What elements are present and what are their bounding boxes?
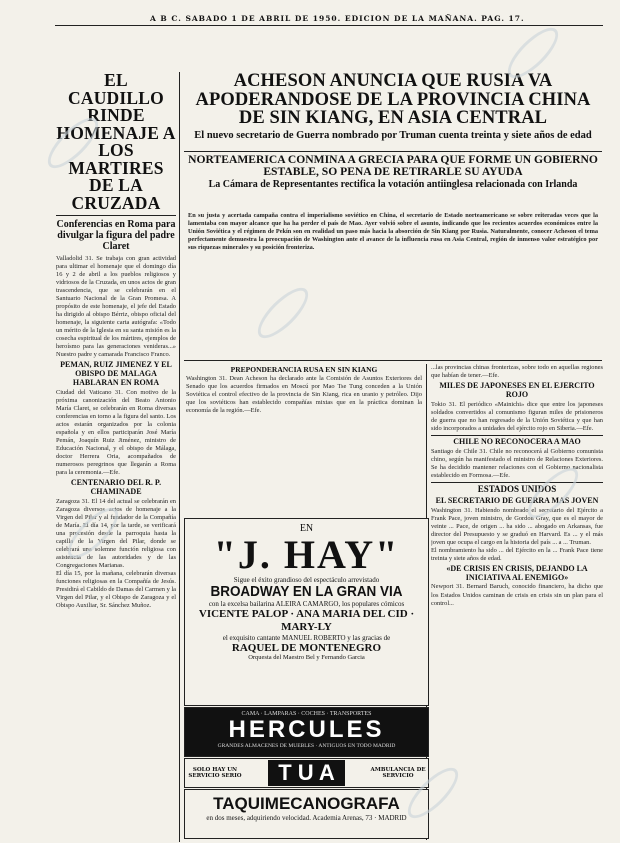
- ad-line3: el exquisito cantante MANUEL ROBERTO y las gracias de: [222, 634, 391, 642]
- crisis-body: Newport 31. Bernard Baruch, conocido financiero, ha dicho que los Estados Unidos caminan de crisis en crisis sin un plan para el control...: [431, 583, 603, 607]
- ad-show: BROADWAY EN LA GRAN VIA: [210, 584, 403, 600]
- acheson-subhead: El nuevo secretario de Guerra nombrado por Truman cuenta treinta y siete años de edad: [194, 129, 592, 141]
- secretario-body-2: El nombramiento ha sido ... del Ejército en la ... Frank Pace tiene treinta y siete años de edad.: [431, 546, 603, 562]
- left-headline: EL CAUDILLO RINDE HOMENAJE A LOS MARTIRES DE LA CRUZADA: [56, 72, 176, 213]
- chile-title: CHILE NO RECONOCERA A MAO: [431, 435, 603, 447]
- running-head: A B C. SABADO 1 DE ABRIL DE 1950. EDICION DE LA MAÑANA. PAG. 17.: [150, 14, 525, 23]
- estados-unidos-section: ESTADOS UNIDOS: [431, 482, 603, 495]
- fronterizas-body: ...las provincias chinas fronterizas, sobre todo en aquellas regiones que habían de tener.—Efe.: [431, 364, 603, 380]
- taquimecanografa-advertisement: [184, 789, 429, 839]
- ad-stars: VICENTE PALOP · ANA MARIA DEL CID · MARY-LY: [198, 608, 415, 633]
- japoneses-body: Tokio 31. El periódico «Mainichi» dice que entre los japoneses soldados convertidos al comunismo figuran miles de prisioneros de guerra que no han regresado de la Unión Soviética y que han sido incorporados a unidades del ejército rojo en Siberia.—Efe.: [431, 400, 603, 432]
- ad-line1: Sigue el éxito grandioso del espectáculo arrevistado: [233, 576, 380, 584]
- taqui-sub: en dos meses, adquiriendo velocidad. Academia Arenas, 73 · MADRID: [206, 814, 407, 822]
- crisis-title: «DE CRISIS EN CRISIS, DEJANDO LA INICIATIVA AL ENEMIGO»: [446, 563, 588, 582]
- acheson-block: [184, 72, 602, 150]
- secretario-title: EL SECRETARIO DE GUERRA MAS JOVEN: [435, 495, 599, 505]
- tua-left: SOLO HAY UN SERVICIO SERIO: [188, 767, 242, 779]
- ad-line4: Orquesta del Maestro Bel y Fernando Garcia: [248, 654, 365, 661]
- taqui-title: TAQUIMECANOGRAFA: [213, 794, 400, 813]
- grecia-headline: NORTEAMERICA CONMINA A GRECIA PARA QUE FORME UN GOBIERNO ESTABLE, SO PENA DE RETIRARLE SU AYUDA: [188, 154, 598, 178]
- left-section-pemán: PEMAN, RUIZ JIMENEZ Y EL OBISPO DE MALAGA HABLARAN EN ROMA: [60, 360, 172, 387]
- ad-line2: con la excelsa bailarina ALEIRA CAMARGO, los populares cómicos: [208, 600, 405, 608]
- ad-en: EN: [299, 523, 314, 534]
- acheson-headline: ACHESON ANUNCIA QUE RUSIA VA APODERANDOSE DE LA PROVINCIA CHINA DE SIN KIANG, EN ASIA CENTRAL: [195, 72, 591, 128]
- lead-article: [188, 212, 598, 358]
- chile-body: Santiago de Chile 31. Chile no reconocerá al Gobierno comunista chino, según ha manifestado el ministro de Relaciones Exteriores. Se ha decidido mantener relaciones con el Gobierno nacionalista establecido en Formosa.—Efe.: [431, 447, 603, 479]
- hercules-brand: HERCULES: [228, 716, 385, 743]
- lead-body: En su justa y acertada campaña contra el imperialismo soviético en China, el secretario de Estado norteamericano se sobre reiteradas veces que la lamentaba con mayor alcance que ha ha perder el país de Mao. Ayer volvió sobre el asunto, indicando que los recientes acuerdos económicos entre la Unión Soviética y el régimen de Pekín son en realidad un paso más hacia la absorción de Sin Kiang por Rusia. Naturalmente, conocer Acheson el tema perfectamente demuestra la preocupación de Washington ante el avance de la influencia rusa en Asia Central, región de inmenso valor estratégico por sus riquezas minerales y su posición fronteriza.: [188, 212, 598, 252]
- left-body-2: Ciudad del Vaticano 31. Con motivo de la próxima canonización del Beato Antonio María Claret, se celebrarán en Roma diversas conferencias en torno a la figura del santo. Los actos estarán organizados por la colonia española y en ellos participarán José María Pemán, Joaquín Ruiz Jiménez, ministro de Educación Nacional, y el obispo de Málaga, doctor Herrera Oria, acompañados de numerosos peregrinos que llegarán a Roma para la ceremonia.—Efe.: [56, 388, 176, 477]
- grecia-subhead: La Cámara de Representantes rectifica la votación antiinglesa relacionada con Irlanda: [208, 179, 578, 191]
- tua-advertisement: [184, 758, 429, 788]
- hercules-top: CAMA · LAMPARAS · COCHES · TRANSPORTES: [241, 711, 372, 717]
- column-divider-left: [179, 72, 180, 842]
- left-subhead: Conferencias en Roma para divulgar la figura del padre Claret: [56, 219, 176, 253]
- tua-brand: T U A: [268, 760, 345, 786]
- left-column: [56, 72, 176, 842]
- grecia-block: [184, 154, 602, 210]
- left-body-3: Zaragoza 31. El 14 del actual se celebrarán en Zaragoza diversos actos de homenaje a la Virgen del Pilar y al fundador de la Compañía de María. El día 14, por la tarde, se verificará una procesión desde la parroquia hasta la capilla de la Virgen del Pilar, donde se celebrará una solemne función religiosa con asistencia de las autoridades y de las Congregaciones Marianas.: [56, 497, 176, 570]
- japoneses-title: MILES DE JAPONESES EN EL EJERCITO ROJO: [439, 381, 595, 399]
- hercules-advertisement: [184, 707, 429, 757]
- left-section-chaminade: CENTENARIO DEL R. P. CHAMINADE: [70, 478, 162, 496]
- left-body-4: El día 15, por la mañana, celebrarán diversas funciones religiosas en la Compañía de Jesús. Presidirá el Cabildo de Damas del Carmen y la Virgen del Pilar, y el Obispo de Zaragoza y el Obispo Auxiliar, Sr. Sánchez Muñoz.: [56, 570, 176, 610]
- header-rule: [55, 25, 603, 26]
- jhay-advertisement: [184, 518, 429, 706]
- ad-title: "J. HAY": [213, 532, 400, 577]
- hercules-sub: GRANDES ALMACENES DE MUEBLES · ANTIGUOS EN TODO MADRID: [217, 743, 396, 749]
- ad-name: RAQUEL DE MONTENEGRO: [231, 642, 382, 654]
- sinkiang-article: [186, 364, 422, 514]
- sinkiang-body: Washington 31. Dean Acheson ha declarado ante la Comisión de Asuntos Exteriores del Senado que los acuerdos firmados en Moscú por Mao Tse Tung conceden a la Unión Soviética el control efectivo de la provincia de Sin Kiang, rica en uranio y petróleo. Dijo que los soviéticos han establecido compañías mixtas que en la práctica dominan la economía de la región.—Efe.: [186, 375, 422, 415]
- secretario-body: Washington 31. Habiendo nombrado el secretario del Ejército a Frank Pace, joven ministro, de Gordon Gray, que es el mayor de veinte ... Pace, de origen ... ha sido ... abogado en Arkansas, fue director del Presupuesto y se graduó en Harvard. Es ... y el más joven que ocupa el cargo en la historia del país ... a ... Truman.: [431, 506, 603, 546]
- left-body-1: Valladolid 31. Se trabaja con gran actividad para ultimar el homenaje que el domingo día 16 y 2 de abril a los pueblos religiosos y vidriosos de la Cruzada, en unos actos de gran trascendencia, que se celebrarán en el Santuario Nacional de la Gran Promesa. A propósito de este homenaje, el jefe del Estado ha dirigido al obispo Bérriz, obispo oficial del homenaje, la siguiente carta autógrafa: «Todo un mérito de la Iglesia en su santa misión es la cosecha espiritual de los mártires, ejemplos de heroísmo para las generaciones venideras...» Nuestro padre y camarada Francisco Franco.: [56, 254, 176, 359]
- tua-right: AMBULANCIA DE SERVICIO: [370, 767, 426, 779]
- sinkiang-title: PREPONDERANCIA RUSA EN SIN KIANG: [230, 365, 378, 374]
